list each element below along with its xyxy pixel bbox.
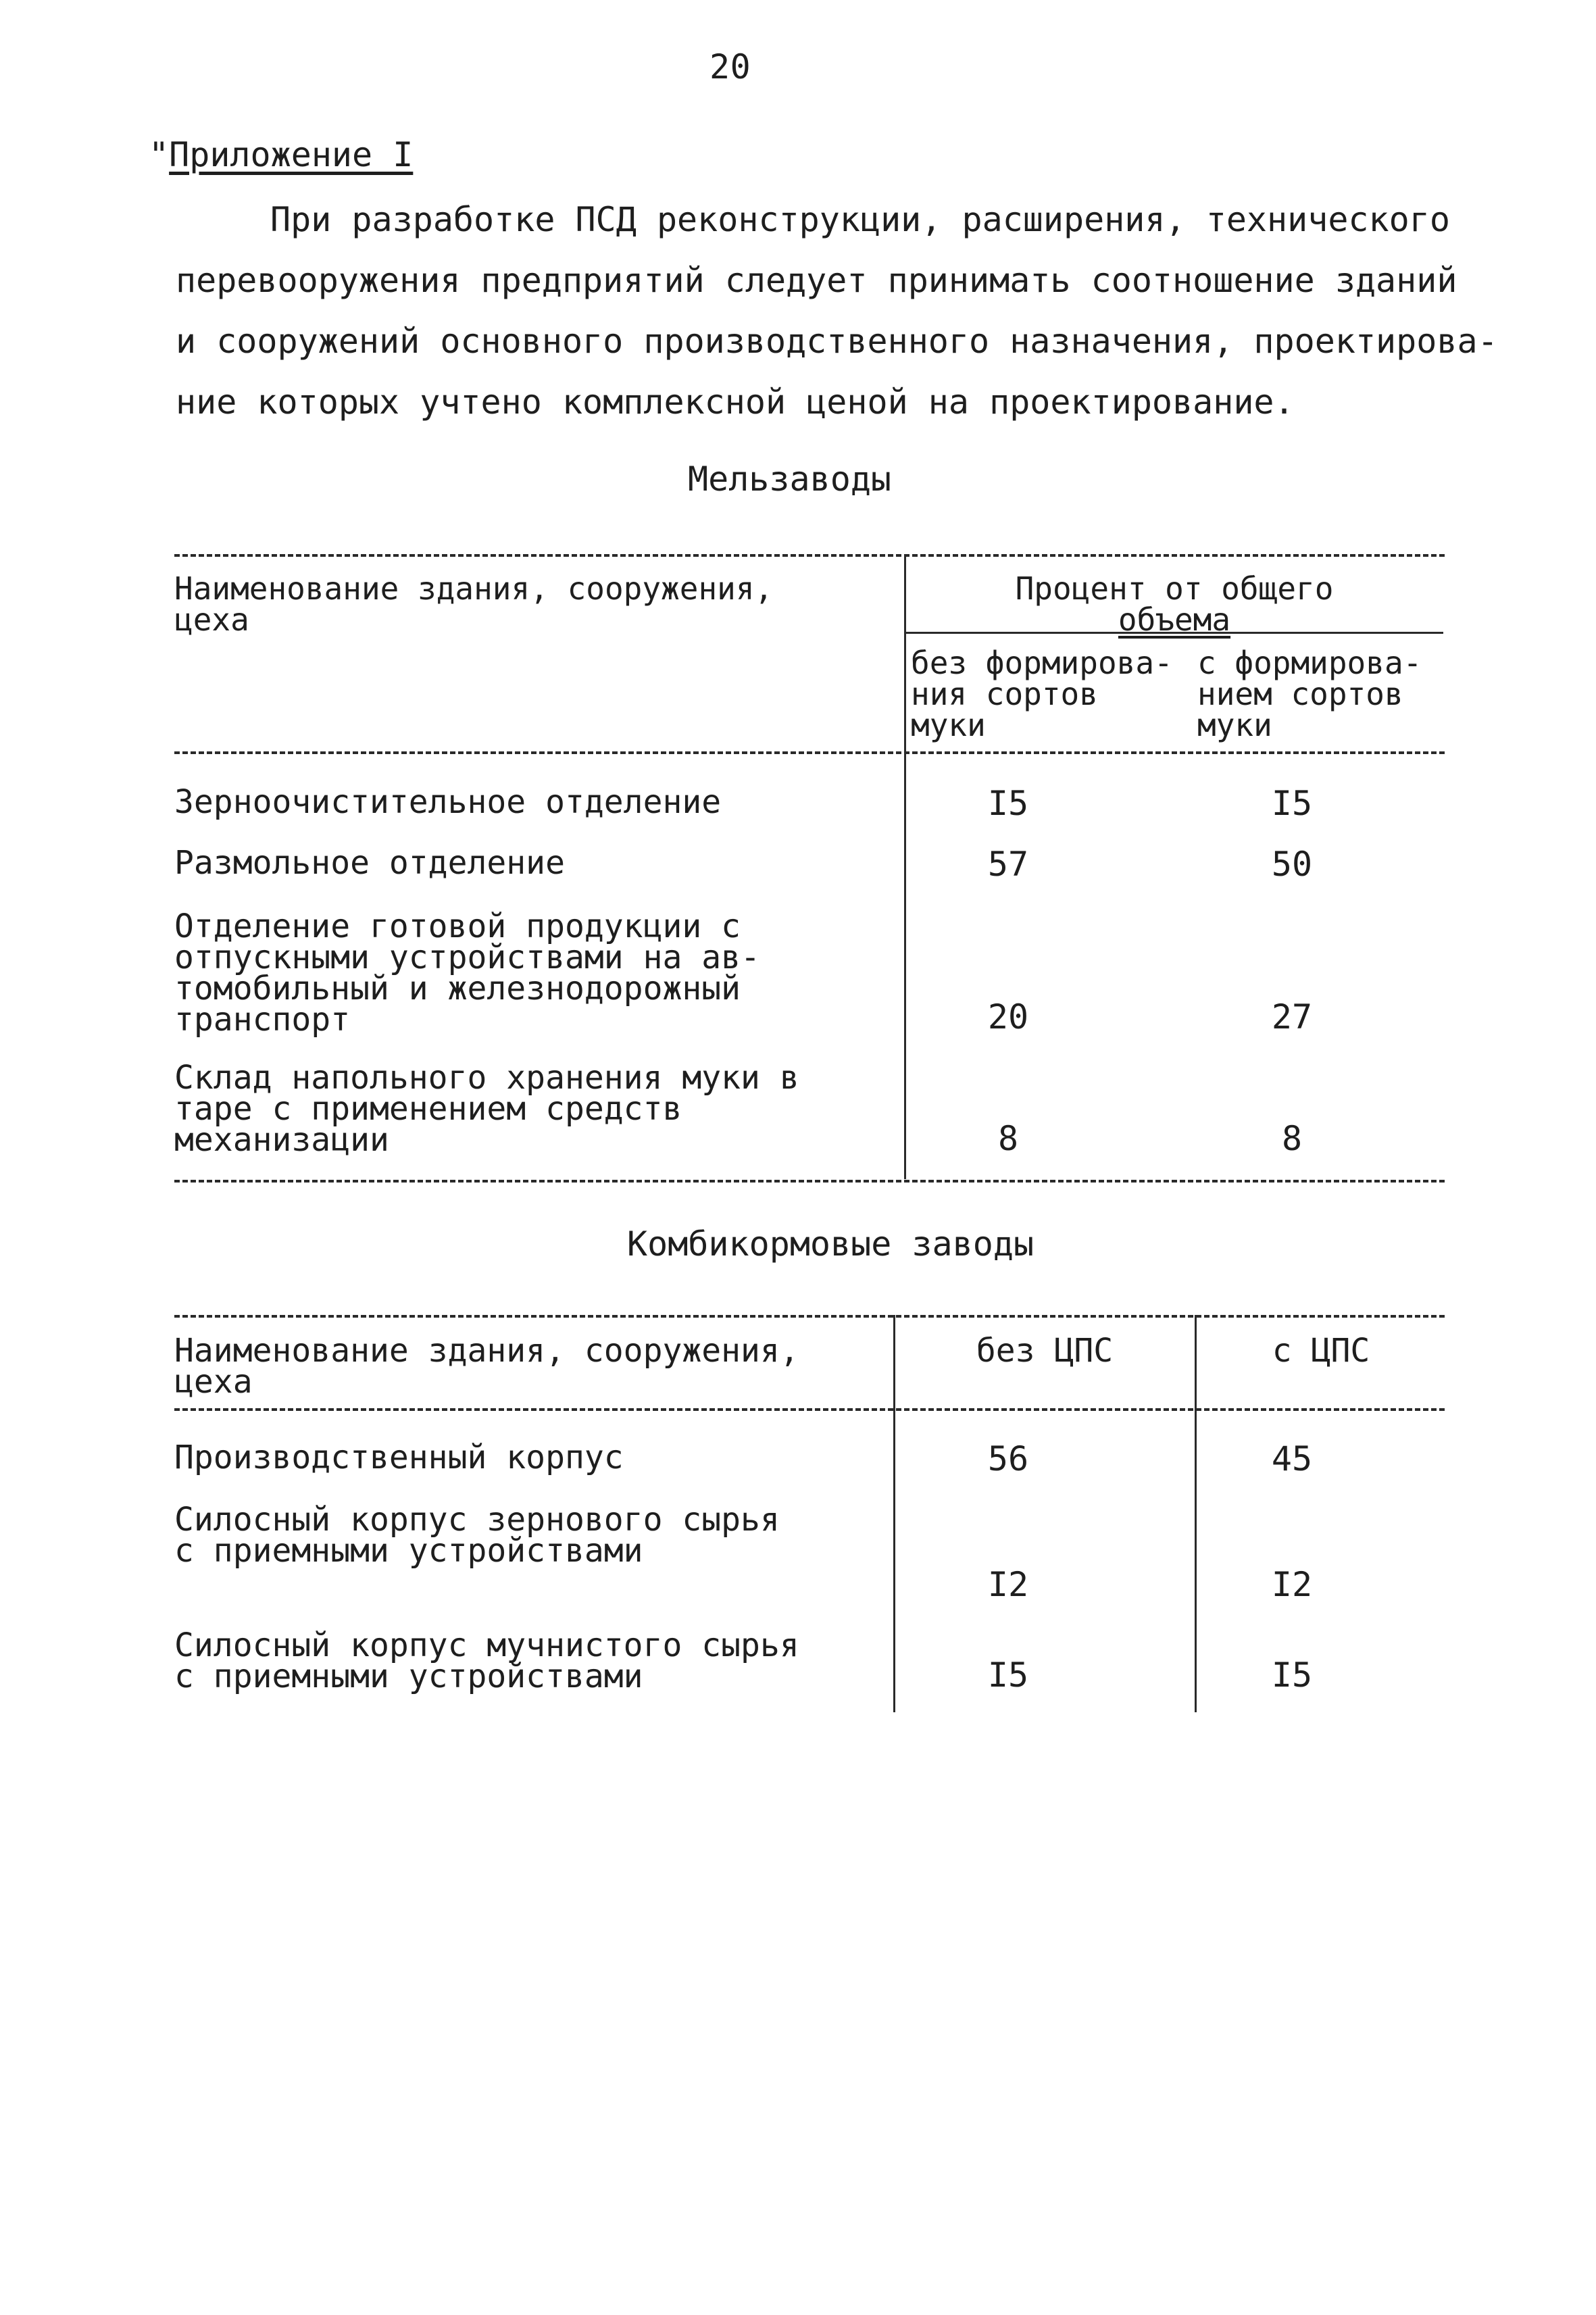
- table-rule: [174, 1408, 1445, 1411]
- table-cell-value: I5: [1271, 784, 1313, 823]
- table-row-name: Отделение готовой продукции с отпускными устройствами на ав- томобильный и железнодорожный транспорт: [174, 907, 760, 1039]
- intro-line: ние которых учтено комплексной ценой на проектирование.: [176, 382, 1295, 422]
- feed-table-title: Комбикормовые заводы: [627, 1224, 1034, 1264]
- appendix-heading: [149, 135, 413, 174]
- column-separator: [893, 1315, 895, 1712]
- header-group-rule: [905, 632, 1443, 634]
- mills-header-group: Процент от общего объема: [1015, 570, 1334, 638]
- feed-header-with-cps: с ЦПС: [1272, 1332, 1370, 1370]
- intro-line: и сооружений основного производственного назначения, проектирова-: [176, 322, 1498, 361]
- table-row-name: Производственный корпус: [174, 1439, 624, 1476]
- table-cell-value: 20: [987, 997, 1029, 1037]
- table-row-name: Зерноочистительное отделение: [174, 783, 722, 821]
- table-cell-value: 50: [1271, 845, 1313, 884]
- table-row-name: Силосный корпус мучнистого сырья с приемными устройствами: [174, 1626, 799, 1695]
- table-cell-value: I5: [1271, 1656, 1313, 1695]
- table-cell-value: 56: [987, 1439, 1029, 1478]
- table-row-name: Силосный корпус зернового сырья с приемными устройствами: [174, 1501, 780, 1570]
- table-cell-value: 57: [987, 845, 1029, 884]
- intro-line: При разработке ПСД реконструкции, расширения, технического: [270, 200, 1450, 239]
- table-cell-value: I5: [987, 784, 1029, 823]
- column-separator: [904, 554, 906, 1179]
- table-rule: [174, 554, 1445, 557]
- table-cell-value: I2: [1271, 1565, 1313, 1604]
- intro-line: перевооружения предприятий следует принимать соотношение зданий: [176, 261, 1457, 300]
- mills-header-name: Наименование здания, сооружения, цеха: [174, 570, 774, 638]
- table-cell-value: 45: [1271, 1439, 1313, 1478]
- table-cell-value: I2: [987, 1565, 1029, 1604]
- opening-quote: ": [149, 135, 170, 174]
- table-rule: [174, 751, 1445, 754]
- table-cell-value: I5: [987, 1656, 1029, 1695]
- appendix-title: Приложение I: [169, 135, 414, 174]
- feed-header-without-cps: без ЦПС: [976, 1332, 1114, 1370]
- table-row-name: Размольное отделение: [174, 844, 565, 882]
- mills-table-title: Мельзаводы: [688, 459, 892, 499]
- page-number: 20: [709, 47, 751, 86]
- mills-header-with-grades: с формирова- нием сортов муки: [1197, 645, 1422, 743]
- table-cell-value: 8: [997, 1119, 1019, 1158]
- table-rule: [174, 1180, 1445, 1183]
- mills-header-without-grades: без формирова- ния сортов муки: [911, 645, 1173, 743]
- column-separator: [1195, 1315, 1197, 1712]
- table-cell-value: 27: [1271, 997, 1313, 1037]
- table-rule: [174, 1315, 1445, 1318]
- table-row-name: Склад напольного хранения муки в таре с применением средств механизации: [174, 1059, 799, 1159]
- table-cell-value: 8: [1281, 1119, 1303, 1158]
- feed-header-name: Наименование здания, сооружения, цеха: [174, 1332, 799, 1401]
